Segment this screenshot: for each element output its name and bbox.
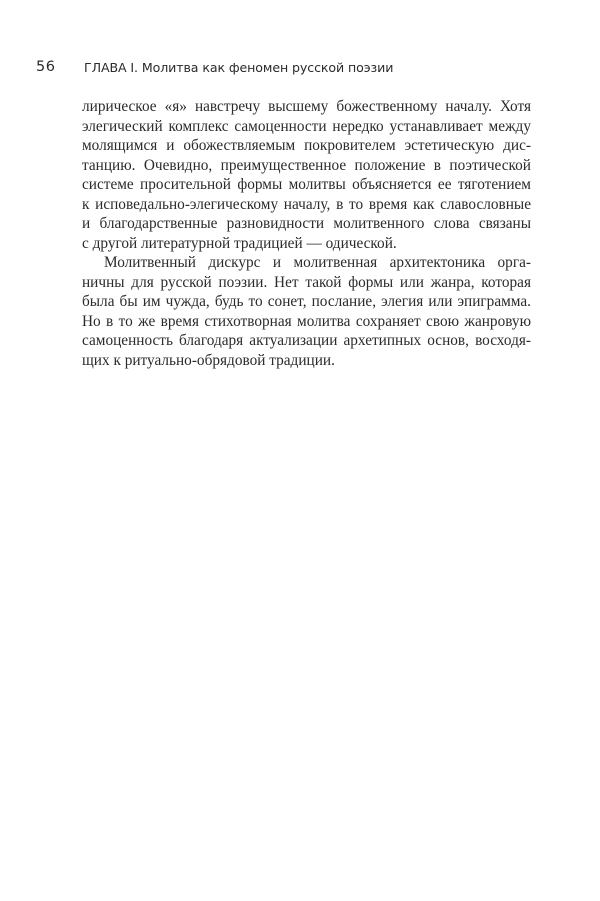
chapter-title: ГЛАВА I. Молитва как феномен русской поэзии <box>84 60 394 75</box>
text-line: была бы им чужда, будь то сонет, послание, элегия или эпиграмма. <box>82 293 531 310</box>
text-line: Молитвенный дискурс и молитвенная архитектоника орга- <box>104 254 531 271</box>
running-head <box>36 59 560 79</box>
text-line: щих к ритуально-обрядовой традиции. <box>82 351 335 369</box>
text-line: и благодарственные разновидности молитвенного слова связаны <box>82 215 531 232</box>
paragraph-2 <box>82 253 531 370</box>
text-line: системе просительной формы молитвы объясняется ее тяготением <box>82 176 531 193</box>
text-line: с другой литературной традицией — одической. <box>82 234 397 252</box>
text-line: танцию. Очевидно, преимущественное положение в поэтической <box>82 156 531 174</box>
body-text <box>82 97 531 370</box>
text-line: Но в то же время стихотворная молитва сохраняет свою жанровую <box>82 312 531 330</box>
text-line: самоценность благодаря актуализации архетипных основ, восходя- <box>82 332 531 349</box>
paragraph-1 <box>82 97 531 253</box>
text-line: ничны для русской поэзии. Нет такой формы или жанра, которая <box>82 273 531 291</box>
text-line: молящимся и обожествляемым покровителем эстетическую дис- <box>82 137 531 154</box>
page-number: 56 <box>36 59 56 75</box>
text-line: лирическое «я» навстречу высшему божественному началу. Хотя <box>82 98 531 115</box>
text-line: к исповедально-элегическому началу, в то время как славословные <box>82 195 531 213</box>
text-line: элегический комплекс самоценности нередко устанавливает между <box>82 117 531 135</box>
